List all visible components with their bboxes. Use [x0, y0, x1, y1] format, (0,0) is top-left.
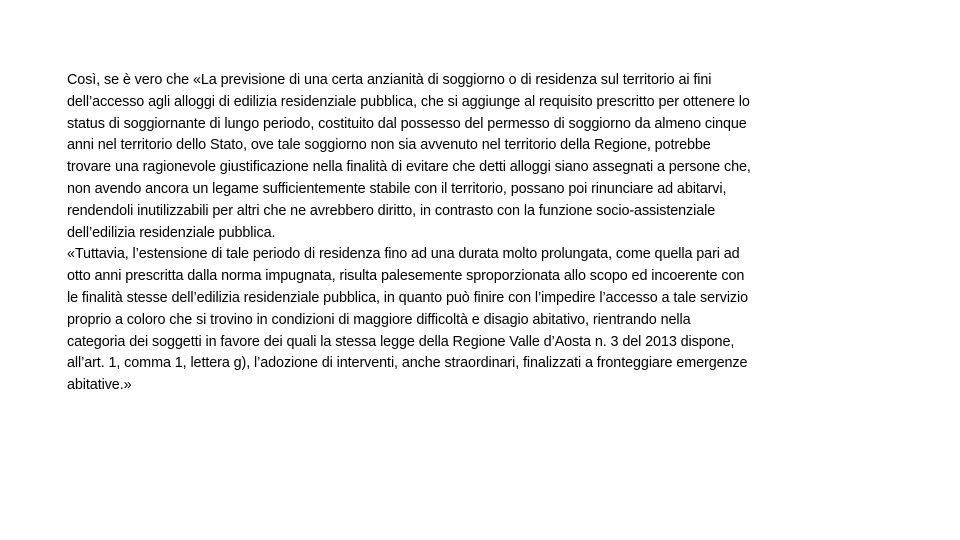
- text-line: trovare una ragionevole giustificazione nella finalità di evitare che detti alloggi siano assegnati a persone che,: [67, 159, 751, 176]
- text-line: dell’accesso agli alloggi di edilizia residenziale pubblica, che si aggiunge al requisito prescritto per ottenere lo: [67, 93, 750, 110]
- text-line: dell’edilizia residenziale pubblica.: [67, 224, 276, 241]
- text-line: status di soggiornante di lungo periodo, costituito dal possesso del permesso di soggiorno da almeno cinque: [67, 115, 747, 132]
- text-line: anni nel territorio dello Stato, ove tale soggiorno non sia avvenuto nel territorio della Regione, potrebbe: [67, 137, 711, 154]
- text-line: proprio a coloro che si trovino in condizioni di maggiore difficoltà e disagio abitativo, rientrando nella: [67, 311, 691, 328]
- text-line: otto anni prescritta dalla norma impugnata, risulta palesemente sproporzionata allo scopo ed incoerente con: [67, 268, 745, 285]
- text-line: categoria dei soggetti in favore dei quali la stessa legge della Regione Valle d’Aosta n. 3 del 2013 dispone,: [67, 333, 735, 350]
- quoted-text-block: [67, 70, 887, 397]
- text-line: rendendoli inutilizzabili per altri che ne avrebbero diritto, in contrasto con la funzione socio-assistenziale: [67, 202, 716, 219]
- text-line: abitative.»: [67, 377, 132, 394]
- text-line: non avendo ancora un legame sufficientemente stabile con il territorio, possano poi rinunciare ad abitarvi,: [67, 180, 727, 197]
- text-line: Così, se è vero che «La previsione di una certa anzianità di soggiorno o di residenza sul territorio ai fini: [67, 72, 712, 88]
- text-line: le finalità stesse dell’edilizia residenziale pubblica, in quanto può finire con l’impedire l’accesso a tale servizio: [67, 289, 749, 306]
- text-line: «Tuttavia, l’estensione di tale periodo di residenza fino ad una durata molto prolungata, come quella pari ad: [67, 246, 740, 263]
- text-line: all’art. 1, comma 1, lettera g), l’adozione di interventi, anche straordinari, finalizzati a fronteggiare emergenze: [67, 355, 748, 372]
